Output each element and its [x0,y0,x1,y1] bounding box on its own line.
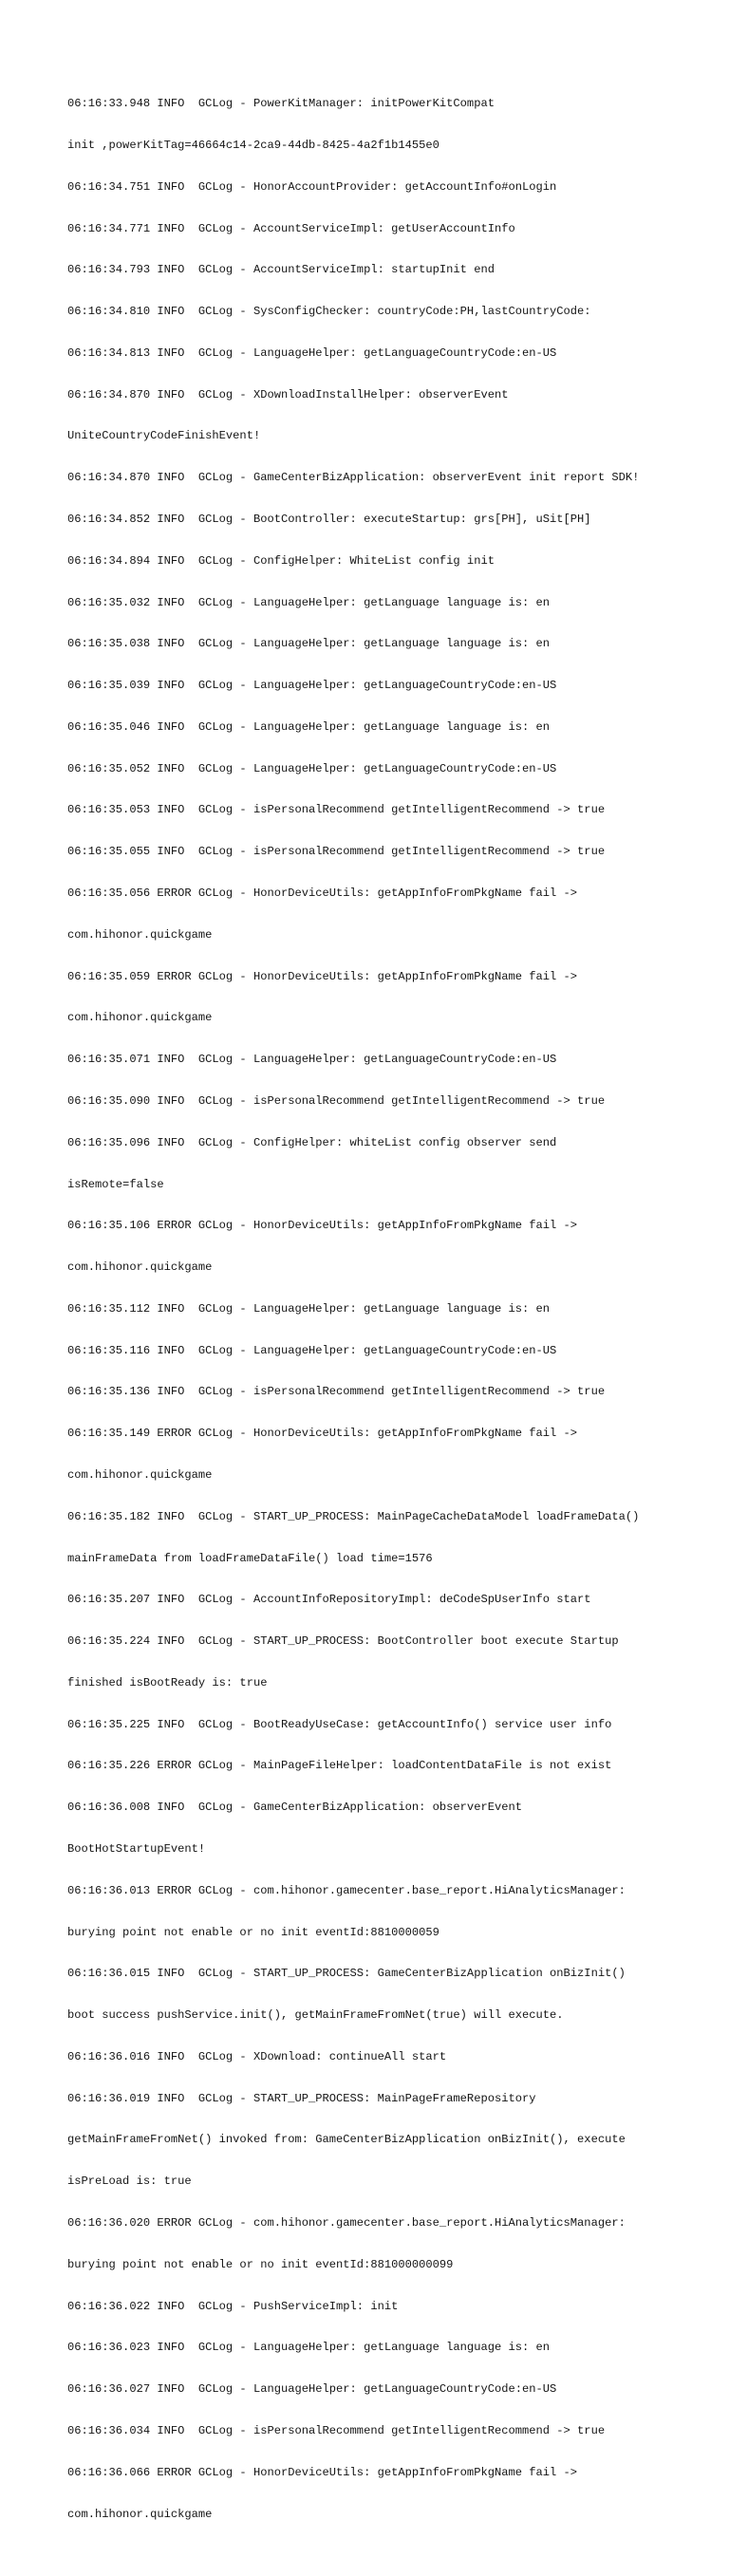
log-line: 06:16:36.016 INFO GCLog - XDownload: continueAll start [67,2049,447,2063]
log-line: 06:16:36.015 INFO GCLog - START_UP_PROCESS: GameCenterBizApplication onBizInit() [67,1967,626,1981]
log-line: 06:16:35.032 INFO GCLog - LanguageHelper: getLanguage language is: en [67,595,551,609]
log-line: 06:16:35.096 INFO GCLog - ConfigHelper: whiteList config observer send [67,1135,557,1149]
log-line: burying point not enable or no init eventId:881000000099 [67,2257,454,2271]
log-line: 06:16:34.894 INFO GCLog - ConfigHelper: WhiteList config init [67,553,495,568]
log-line: 06:16:36.023 INFO GCLog - LanguageHelper: getLanguage language is: en [67,2341,551,2355]
log-line: 06:16:35.112 INFO GCLog - LanguageHelper: getLanguage language is: en [67,1301,551,1316]
log-line: isRemote=false [67,1177,164,1191]
log-line: 06:16:36.008 INFO GCLog - GameCenterBizApplication: observerEvent [67,1801,522,1815]
log-line: 06:16:35.207 INFO GCLog - AccountInfoRepositoryImpl: deCodeSpUserInfo start [67,1593,591,1607]
log-line: 06:16:35.046 INFO GCLog - LanguageHelper: getLanguage language is: en [67,719,551,734]
log-line: mainFrameData from loadFrameDataFile() load time=1576 [67,1551,433,1565]
log-line: 06:16:34.870 INFO GCLog - XDownloadInstallHelper: observerEvent [67,387,509,401]
log-line: 06:16:35.106 ERROR GCLog - HonorDeviceUtils: getAppInfoFromPkgName fail -> [67,1219,578,1233]
log-line [67,2548,713,2563]
log-line: finished isBootReady is: true [67,1675,268,1689]
log-line: 06:16:34.810 INFO GCLog - SysConfigChecker: countryCode:PH,lastCountryCode: [67,305,591,319]
log-text-block [67,69,713,2576]
log-line: 06:16:34.870 INFO GCLog - GameCenterBizApplication: observerEvent init report SDK! [67,471,640,485]
log-line: 06:16:35.226 ERROR GCLog - MainPageFileHelper: loadContentDataFile is not exist [67,1759,612,1773]
log-line: getMainFrameFromNet() invoked from: GameCenterBizApplication onBizInit(), execute [67,2133,626,2147]
log-line: init ,powerKitTag=46664c14-2ca9-44db-8425-4a2f1b1455e0 [67,138,439,152]
log-line: 06:16:35.039 INFO GCLog - LanguageHelper: getLanguageCountryCode:en-US [67,679,557,693]
log-line: 06:16:35.059 ERROR GCLog - HonorDeviceUtils: getAppInfoFromPkgName fail -> [67,969,578,983]
log-line: 06:16:35.136 INFO GCLog - isPersonalRecommend getIntelligentRecommend -> true [67,1385,606,1399]
log-line: BootHotStartupEvent! [67,1842,206,1856]
log-line: 06:16:34.852 INFO GCLog - BootController: executeStartup: grs[PH], uSit[PH] [67,513,591,526]
log-line: 06:16:36.034 INFO GCLog - isPersonalRecommend getIntelligentRecommend -> true [67,2423,606,2437]
log-line: com.hihonor.quickgame [67,2507,213,2521]
log-line: 06:16:36.019 INFO GCLog - START_UP_PROCESS: MainPageFrameRepository [67,2091,536,2105]
log-line: 06:16:35.224 INFO GCLog - START_UP_PROCESS: BootController boot execute Startup [67,1634,619,1649]
log-line: UniteCountryCodeFinishEvent! [67,429,261,443]
log-line: 06:16:35.038 INFO GCLog - LanguageHelper: getLanguage language is: en [67,637,551,651]
log-line: 06:16:33.948 INFO GCLog - PowerKitManager: initPowerKitCompat [67,97,495,111]
log-line: 06:16:36.027 INFO GCLog - LanguageHelper: getLanguageCountryCode:en-US [67,2382,557,2397]
log-line: 06:16:35.149 ERROR GCLog - HonorDeviceUtils: getAppInfoFromPkgName fail -> [67,1427,578,1441]
log-line: 06:16:36.020 ERROR GCLog - com.hihonor.gamecenter.base_report.HiAnalyticsManager: [67,2216,626,2231]
log-line: com.hihonor.quickgame [67,1011,213,1025]
log-line: com.hihonor.quickgame [67,1260,213,1275]
log-line: 06:16:35.182 INFO GCLog - START_UP_PROCESS: MainPageCacheDataModel loadFrameData() [67,1509,640,1523]
log-line: 06:16:35.090 INFO GCLog - isPersonalRecommend getIntelligentRecommend -> true [67,1093,606,1108]
log-line: com.hihonor.quickgame [67,927,213,942]
log-line: 06:16:34.793 INFO GCLog - AccountServiceImpl: startupInit end [67,263,495,277]
log-line: 06:16:35.052 INFO GCLog - LanguageHelper: getLanguageCountryCode:en-US [67,761,557,775]
log-line: 06:16:35.056 ERROR GCLog - HonorDeviceUtils: getAppInfoFromPkgName fail -> [67,887,578,901]
log-line: burying point not enable or no init eventId:8810000059 [67,1925,439,1939]
log-line: 06:16:35.053 INFO GCLog - isPersonalRecommend getIntelligentRecommend -> true [67,803,606,817]
log-line: isPreLoad is: true [67,2175,192,2189]
log-line: 06:16:34.813 INFO GCLog - LanguageHelper: getLanguageCountryCode:en-US [67,345,557,360]
log-line: 06:16:34.771 INFO GCLog - AccountServiceImpl: getUserAccountInfo [67,221,515,235]
log-line: boot success pushService.init(), getMainFrameFromNet(true) will execute. [67,2008,564,2023]
log-line: 06:16:36.013 ERROR GCLog - com.hihonor.gamecenter.base_report.HiAnalyticsManager: [67,1883,626,1897]
log-line: 06:16:36.022 INFO GCLog - PushServiceImpl: init [67,2299,399,2313]
log-line: 06:16:35.116 INFO GCLog - LanguageHelper: getLanguageCountryCode:en-US [67,1343,557,1357]
log-line: 06:16:36.066 ERROR GCLog - HonorDeviceUtils: getAppInfoFromPkgName fail -> [67,2465,578,2479]
log-line: 06:16:34.751 INFO GCLog - HonorAccountProvider: getAccountInfo#onLogin [67,179,557,194]
log-line: 06:16:35.071 INFO GCLog - LanguageHelper: getLanguageCountryCode:en-US [67,1053,557,1067]
log-line: 06:16:35.055 INFO GCLog - isPersonalRecommend getIntelligentRecommend -> true [67,845,606,859]
log-line: com.hihonor.quickgame [67,1467,213,1482]
log-line: 06:16:35.225 INFO GCLog - BootReadyUseCase: getAccountInfo() service user info [67,1717,612,1731]
